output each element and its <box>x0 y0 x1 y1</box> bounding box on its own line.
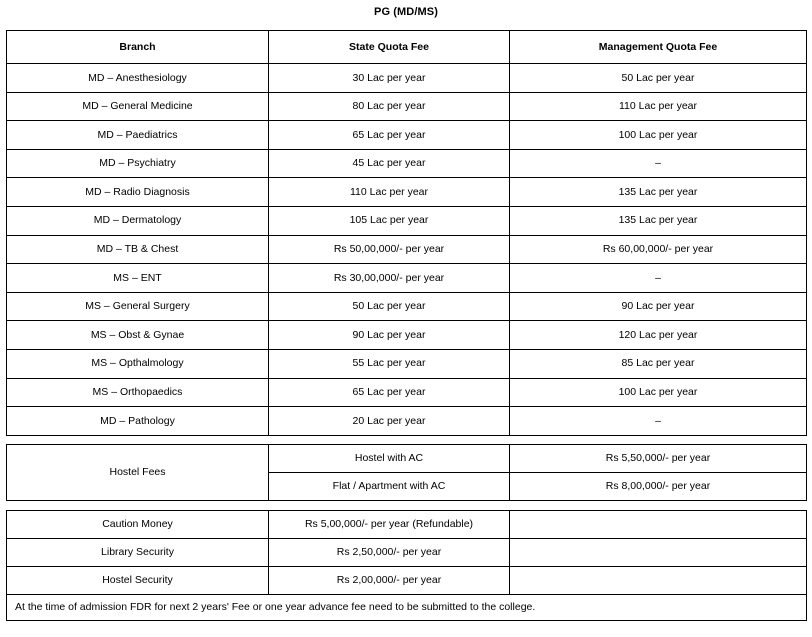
table-row <box>7 445 807 473</box>
cell-misc-item: Hostel Security <box>7 567 269 595</box>
table-note-row <box>7 595 807 621</box>
table-row <box>7 121 807 150</box>
cell-mgmt-fee: 90 Lac per year <box>510 292 807 321</box>
cell-state-fee: Rs 30,00,000/- per year <box>269 264 510 293</box>
cell-branch: MD – Anesthesiology <box>7 64 269 93</box>
cell-branch: MS – Obst & Gynae <box>7 321 269 350</box>
table-row <box>7 235 807 264</box>
cell-misc-empty <box>510 539 807 567</box>
cell-state-fee: 80 Lac per year <box>269 92 510 121</box>
cell-state-fee: 30 Lac per year <box>269 64 510 93</box>
cell-misc-empty <box>510 511 807 539</box>
column-header-branch: Branch <box>7 31 269 64</box>
table-row <box>7 539 807 567</box>
cell-state-fee: 110 Lac per year <box>269 178 510 207</box>
cell-branch: MD – Pathology <box>7 407 269 436</box>
cell-hostel-amount: Rs 5,50,000/- per year <box>510 445 807 473</box>
table-row <box>7 206 807 235</box>
table-row <box>7 92 807 121</box>
cell-mgmt-fee: 120 Lac per year <box>510 321 807 350</box>
cell-branch: MD – General Medicine <box>7 92 269 121</box>
cell-state-fee: 105 Lac per year <box>269 206 510 235</box>
cell-branch: MD – Radio Diagnosis <box>7 178 269 207</box>
cell-branch: MS – Orthopaedics <box>7 378 269 407</box>
cell-mgmt-fee: – <box>510 149 807 178</box>
cell-state-fee: 20 Lac per year <box>269 407 510 436</box>
cell-state-fee: 65 Lac per year <box>269 121 510 150</box>
table-row <box>7 349 807 378</box>
table-row <box>7 264 807 293</box>
pg-fee-table <box>6 30 807 436</box>
cell-branch: MD – Paediatrics <box>7 121 269 150</box>
cell-mgmt-fee: 100 Lac per year <box>510 121 807 150</box>
table-row <box>7 407 807 436</box>
cell-misc-amount: Rs 2,50,000/- per year <box>269 539 510 567</box>
cell-mgmt-fee: 100 Lac per year <box>510 378 807 407</box>
table-row <box>7 378 807 407</box>
cell-hostel-fees-label: Hostel Fees <box>7 445 269 501</box>
cell-branch: MD – TB & Chest <box>7 235 269 264</box>
cell-misc-amount: Rs 2,00,000/- per year <box>269 567 510 595</box>
cell-state-fee: Rs 50,00,000/- per year <box>269 235 510 264</box>
table-row <box>7 178 807 207</box>
cell-branch: MS – Opthalmology <box>7 349 269 378</box>
table-row <box>7 567 807 595</box>
security-fee-table <box>6 510 807 621</box>
cell-mgmt-fee: 85 Lac per year <box>510 349 807 378</box>
cell-branch: MS – General Surgery <box>7 292 269 321</box>
cell-mgmt-fee: 135 Lac per year <box>510 206 807 235</box>
cell-misc-amount: Rs 5,00,000/- per year (Refundable) <box>269 511 510 539</box>
cell-state-fee: 45 Lac per year <box>269 149 510 178</box>
column-header-mgmt-quota: Management Quota Fee <box>510 31 807 64</box>
cell-hostel-amount: Rs 8,00,000/- per year <box>510 473 807 501</box>
cell-state-fee: 50 Lac per year <box>269 292 510 321</box>
cell-mgmt-fee: 135 Lac per year <box>510 178 807 207</box>
cell-misc-item: Library Security <box>7 539 269 567</box>
table-row <box>7 292 807 321</box>
cell-branch: MD – Dermatology <box>7 206 269 235</box>
cell-state-fee: 90 Lac per year <box>269 321 510 350</box>
cell-hostel-type: Hostel with AC <box>269 445 510 473</box>
page-title: PG (MD/MS) <box>374 6 438 18</box>
table-row <box>7 149 807 178</box>
cell-branch: MD – Psychiatry <box>7 149 269 178</box>
hostel-fee-table <box>6 444 807 501</box>
cell-state-fee: 65 Lac per year <box>269 378 510 407</box>
cell-hostel-type: Flat / Apartment with AC <box>269 473 510 501</box>
table-row <box>7 511 807 539</box>
cell-mgmt-fee: – <box>510 264 807 293</box>
cell-state-fee: 55 Lac per year <box>269 349 510 378</box>
cell-mgmt-fee: 50 Lac per year <box>510 64 807 93</box>
cell-mgmt-fee: 110 Lac per year <box>510 92 807 121</box>
cell-mgmt-fee: – <box>510 407 807 436</box>
table-header-row <box>7 31 807 64</box>
cell-misc-empty <box>510 567 807 595</box>
column-header-state-quota: State Quota Fee <box>269 31 510 64</box>
table-row <box>7 64 807 93</box>
cell-branch: MS – ENT <box>7 264 269 293</box>
table-row <box>7 321 807 350</box>
cell-misc-item: Caution Money <box>7 511 269 539</box>
cell-mgmt-fee: Rs 60,00,000/- per year <box>510 235 807 264</box>
admission-note: At the time of admission FDR for next 2 years' Fee or one year advance fee need to be submitted to the college. <box>7 595 807 621</box>
